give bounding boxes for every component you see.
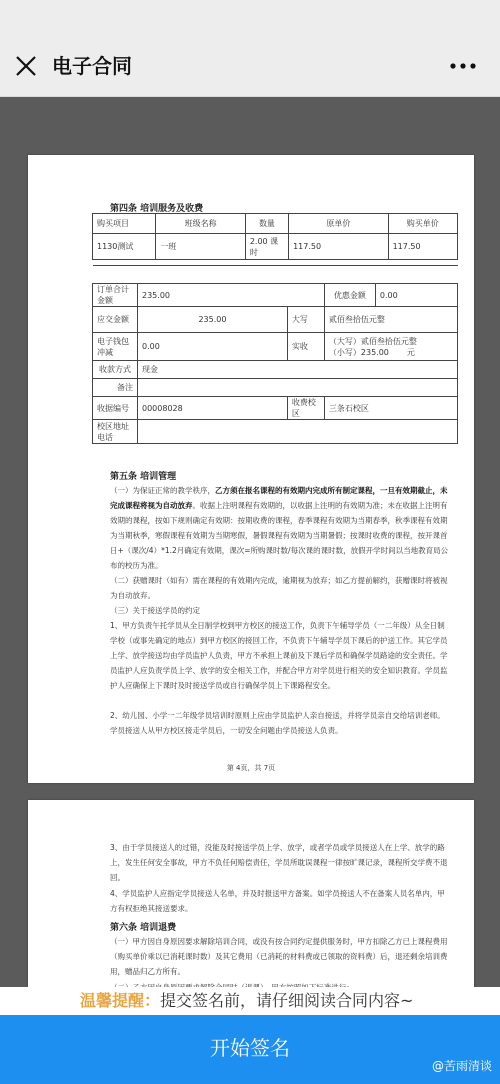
reminder-label: 温馨提醒： <box>80 991 161 1010</box>
payment-table <box>92 283 458 444</box>
section5-para4: 1、甲方负责午托学员从全日制学校到甲方校区的接送工作，负责下午辅导学员（一二年级）从全日制学校（或事先确定的地点）到甲方校区的接回工作，不负责下午辅导学员下课后的护送工作。其它学员上学、放学接送均由学员监护人负责，甲方不承担上课前及下课后学员和确保学员路途的安全责任。学员监护人应负责学员上学、放学的安全相关工作，并配合甲方对学员进行相关的安全知识教育。学员监护人应确保上下课时及时接送学员或自行确保学员上下课路程安全。 <box>110 621 448 690</box>
received-small-line <box>329 347 453 358</box>
address-value <box>138 420 458 444</box>
row-qty: 2.00 课时 <box>245 234 288 260</box>
page2-para1: 3、由于学员接送人的过错，没能及时接送学员上学、放学，或者学员或学员接送人在上学、放学的路上，发生任何安全事故，甲方不负任何赔偿责任，学员所耽误课程一律按旷课记录，课程所交学费不退回。 <box>110 843 448 882</box>
received-capital: （大写）贰佰叁拾伍元整 <box>328 336 417 346</box>
header-item: 购买项目 <box>93 214 156 234</box>
header-qty: 数量 <box>245 214 288 234</box>
received-small: （小写）235.00 <box>328 347 389 357</box>
pay-method-value: 现金 <box>138 361 458 379</box>
contract-page-4 <box>28 155 474 783</box>
document-viewer[interactable] <box>0 97 500 987</box>
payable-label: 应交金额 <box>93 307 138 333</box>
payable-value: 235.00 <box>138 307 288 333</box>
section5-title: 第五条 培训管理 <box>110 472 177 482</box>
page2-para2: 4、学员监护人应指定学员接送人名单，并及时报送甲方备案。如学员接送人不在备案人员名单内，甲方有权拒绝其接送要求。 <box>110 889 445 913</box>
row-orig-price: 117.50 <box>289 234 389 260</box>
section5-para1 <box>110 483 450 573</box>
nav-bar <box>0 36 500 97</box>
reminder-text: 提交签名前，请仔细阅读合同内容~ <box>160 991 414 1010</box>
more-icon[interactable] <box>448 58 478 74</box>
remark-value <box>138 379 458 397</box>
discount-value: 0.00 <box>375 284 457 307</box>
reminder-bar <box>0 987 500 1015</box>
section5-para2: （二）获赠课时（如有）需在课程的有效期内完成，逾期视为放弃；如乙方提前解约，获赠课时将被视为自动放弃。 <box>110 576 448 600</box>
para1-bold: 乙方须在报名课程的有效期内完成所有制定课程，一旦有效期截止，未完成课程将视为自动放弃 <box>110 486 448 510</box>
para1-lead: （一）为保证正常的教学秩序， <box>110 486 215 495</box>
received-value <box>324 333 457 361</box>
page-title: 电子合同 <box>52 54 132 78</box>
receipt-no-value: 00008028 <box>138 397 288 420</box>
capital-label: 大写 <box>287 307 324 333</box>
header-price: 购买单价 <box>388 214 457 234</box>
page2-para3: （一）甲方因自身原因要求解除培训合同，或没有按合同约定提供服务时，甲方扣除乙方已上课程费用（购买单价乘以已消耗课时数）及其它费用（已消耗的材料费或已领取的资料费）后，退还剩余培训费用，赠品归乙方所有。 <box>110 937 448 976</box>
header-class: 班级名称 <box>156 214 245 234</box>
ewallet-value: 0.00 <box>138 333 288 361</box>
para1-rest: 。收据上注明课程有效期的，以收据上注明的有效期为准；未在收据上注明有效期的课程，按如下规则确定有效期：按期收费的课程，春季课程有效期为当期春季，秋季课程有效期为当期秋季，寒假课程有效期为当期寒假，暑假课程有效期为当期暑假；按课时收费的课程，按开课首日+（课次/4）*1.2月确定有效期，课次=所购课时数/每次课的课时数，放假开学时间以当地教育局公布的校历为准。 <box>110 501 449 570</box>
page-number: 第 4页，共 7页 <box>226 764 276 772</box>
campus-value: 三条石校区 <box>324 397 457 420</box>
fee-table <box>92 213 458 266</box>
order-total-value: 235.00 <box>138 284 325 307</box>
row-item: 1130测试 <box>93 234 156 260</box>
section5-para3: （三）关于接送学员的约定 <box>110 606 200 615</box>
order-total-label: 订单合计金额 <box>93 284 138 307</box>
watermark: @苦雨清谈 <box>431 1059 492 1073</box>
ewallet-label: 电子钱包冲减 <box>93 333 138 361</box>
row-class: 一班 <box>156 234 245 260</box>
remark-label: 备注 <box>93 379 138 397</box>
header-orig-price: 原单价 <box>289 214 389 234</box>
row-price: 117.50 <box>388 234 457 260</box>
received-label: 实收 <box>287 333 324 361</box>
campus-label: 收费校区 <box>287 397 324 420</box>
close-icon[interactable] <box>10 50 42 82</box>
start-sign-button[interactable]: 开始签名 <box>0 1015 500 1084</box>
pay-method-label: 收款方式 <box>93 361 138 379</box>
receipt-no-label: 收据编号 <box>93 397 138 420</box>
address-label: 校区地址电话 <box>93 420 138 444</box>
section6-title: 第六条 培训退费 <box>110 923 177 933</box>
discount-label: 优惠金额 <box>324 284 375 307</box>
status-bar <box>0 0 500 36</box>
received-unit: 元 <box>406 347 415 357</box>
section5-para5: 2、幼儿园、小学一二年级学员培训时原则上应由学员监护人亲自接送，并将学员亲自交给培训老师。学员接送人从甲方校区接走学员后，一切安全问题由学员接送人负责。 <box>110 711 445 735</box>
capital-value: 贰佰叁拾伍元整 <box>324 307 457 333</box>
section4-title: 第四条 培训服务及收费 <box>110 204 204 214</box>
